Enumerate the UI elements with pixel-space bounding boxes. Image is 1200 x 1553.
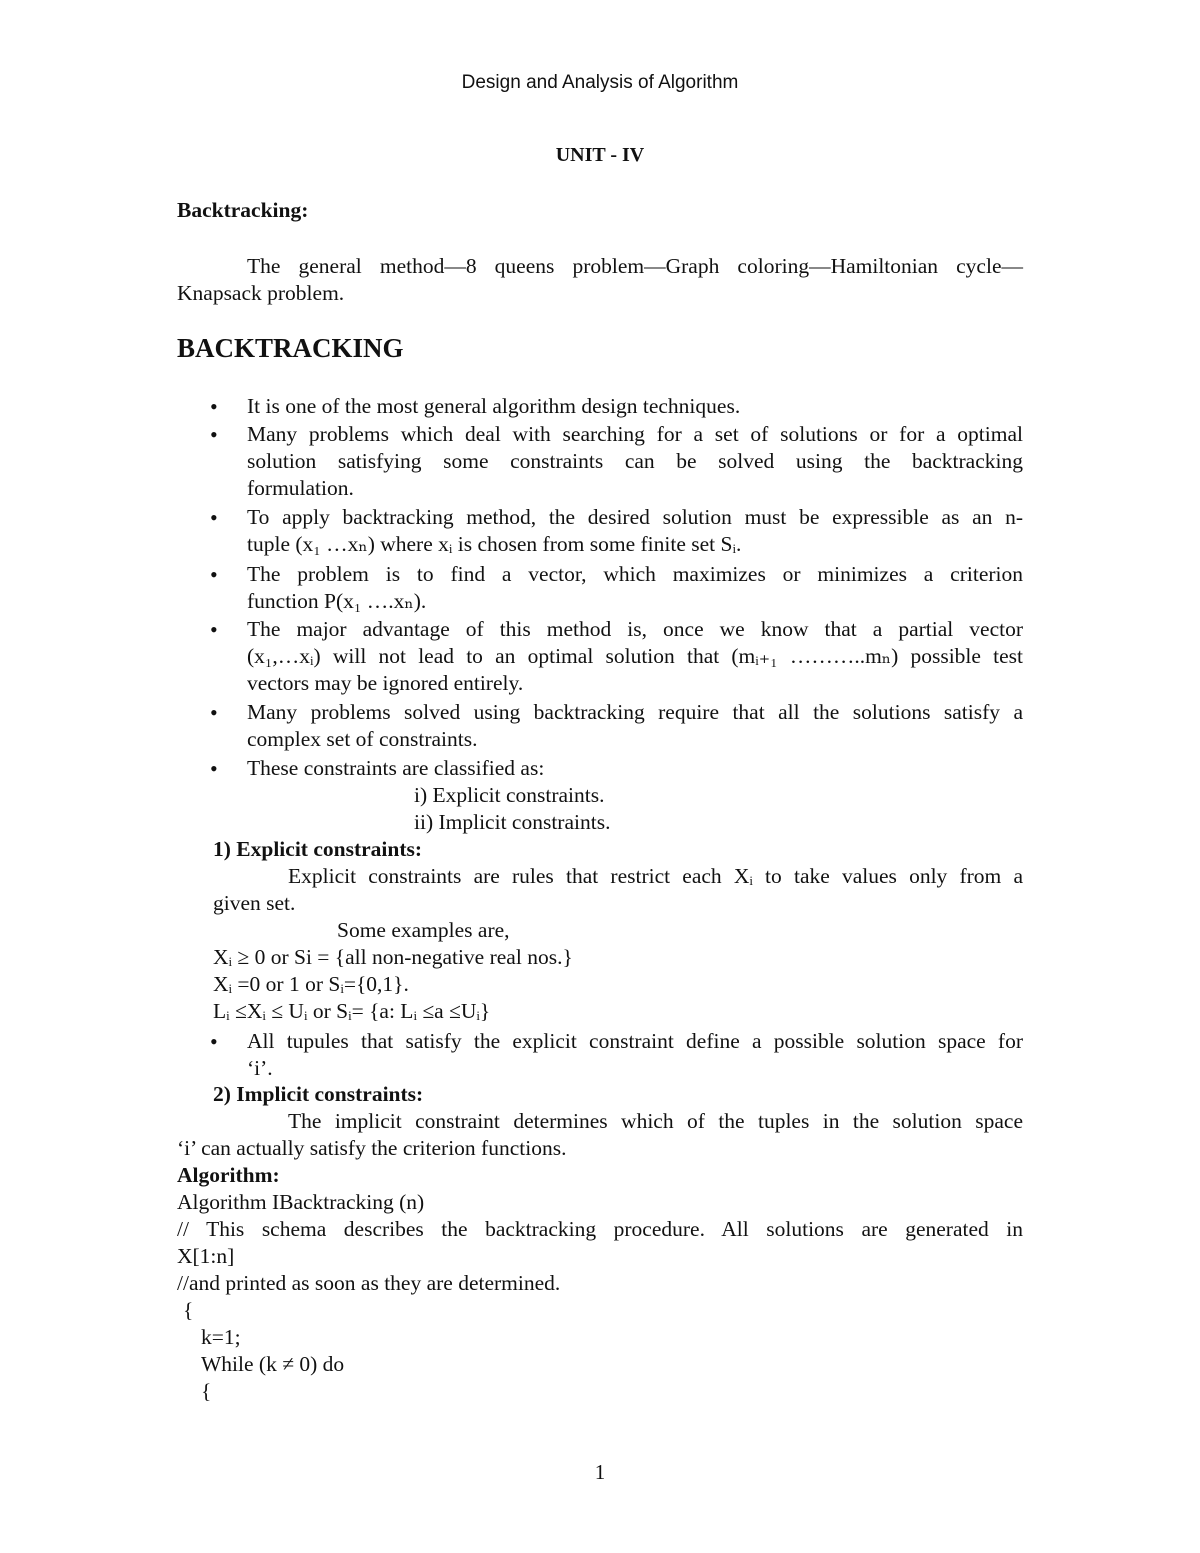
bullet-2-line-1: Many problems which deal with searching for a set of solutions or for a optimal xyxy=(247,422,1023,446)
implicit-heading: 2) Implicit constraints: xyxy=(213,1082,424,1106)
algorithm-line-6: k=1; xyxy=(201,1325,241,1349)
bullet-dot: • xyxy=(210,617,218,642)
explicit-line-1: Explicit constraints are rules that restrict each Xᵢ to take values only from a xyxy=(288,864,1023,888)
bullet-dot: • xyxy=(210,562,218,587)
page-number: 1 xyxy=(594,1460,606,1484)
constraint-type-2: ii) Implicit constraints. xyxy=(414,810,611,834)
bullet-dot: • xyxy=(210,1029,218,1054)
bullet-dot: • xyxy=(210,505,218,530)
running-header: Design and Analysis of Algorithm xyxy=(461,72,739,93)
algorithm-line-1: Algorithm IBacktracking (n) xyxy=(177,1190,425,1214)
bullet-dot: • xyxy=(210,422,218,447)
bullet-1: It is one of the most general algorithm design techniques. xyxy=(247,394,741,418)
bullet-dot: • xyxy=(210,700,218,725)
bullet-4-line-1: The problem is to find a vector, which maximizes or minimizes a criterion xyxy=(247,562,1023,586)
explicit-example-1: Xᵢ ≥ 0 or Si = {all non-negative real nos.} xyxy=(213,945,573,969)
bullet-5-line-3: vectors may be ignored entirely. xyxy=(247,671,524,695)
algorithm-line-2: // This schema describes the backtracking procedure. All solutions are generated in xyxy=(177,1217,1023,1241)
explicit-example-3: Lᵢ ≤Xᵢ ≤ Uᵢ or Sᵢ= {a: Lᵢ ≤a ≤Uᵢ} xyxy=(213,999,491,1023)
algorithm-heading: Algorithm: xyxy=(177,1163,280,1187)
bullet-6-line-2: complex set of constraints. xyxy=(247,727,478,751)
explicit-bullet-line-1: All tupules that satisfy the explicit constraint define a possible solution space for xyxy=(247,1029,1023,1053)
algorithm-line-7: While (k ≠ 0) do xyxy=(201,1352,345,1376)
implicit-line-2: ‘i’ can actually satisfy the criterion functions. xyxy=(177,1136,567,1160)
topics-line-2: Knapsack problem. xyxy=(177,281,345,305)
algorithm-line-8: { xyxy=(201,1379,212,1403)
bullet-3-line-2: tuple (x₁ …xₙ) where xᵢ is chosen from some finite set Sᵢ. xyxy=(247,532,742,556)
constraint-type-1: i) Explicit constraints. xyxy=(414,783,605,807)
topic-heading: Backtracking: xyxy=(177,198,309,222)
explicit-example-2: Xᵢ =0 or 1 or Sᵢ={0,1}. xyxy=(213,972,409,996)
bullet-dot: • xyxy=(210,394,218,419)
bullet-5-line-2: (x₁,…xᵢ) will not lead to an optimal solution that (mᵢ₊₁ ………..mₙ) possible test xyxy=(247,644,1023,668)
implicit-line-1: The implicit constraint determines which of the tuples in the solution space xyxy=(288,1109,1023,1133)
bullet-5-line-1: The major advantage of this method is, once we know that a partial vector xyxy=(247,617,1023,641)
explicit-line-2: given set. xyxy=(213,891,296,915)
algorithm-line-4: //and printed as soon as they are determined. xyxy=(177,1271,561,1295)
section-title: BACKTRACKING xyxy=(177,333,404,363)
unit-title: UNIT - IV xyxy=(555,144,645,166)
explicit-bullet-line-2: ‘i’. xyxy=(247,1056,273,1080)
explicit-heading: 1) Explicit constraints: xyxy=(213,837,423,861)
algorithm-line-3: X[1:n] xyxy=(177,1244,235,1268)
bullet-7: These constraints are classified as: xyxy=(247,756,545,780)
bullet-3-line-1: To apply backtracking method, the desired solution must be expressible as an n- xyxy=(247,505,1023,529)
topics-line-1: The general method—8 queens problem—Graph coloring—Hamiltonian cycle— xyxy=(247,254,1023,278)
bullet-dot: • xyxy=(210,756,218,781)
explicit-line-3: Some examples are, xyxy=(337,918,510,942)
bullet-2-line-3: formulation. xyxy=(247,476,354,500)
bullet-4-line-2: function P(x₁ ….xₙ). xyxy=(247,589,427,613)
algorithm-line-5: { xyxy=(183,1298,194,1322)
bullet-2-line-2: solution satisfying some constraints can be solved using the backtracking xyxy=(247,449,1023,473)
bullet-6-line-1: Many problems solved using backtracking require that all the solutions satisfy a xyxy=(247,700,1023,724)
